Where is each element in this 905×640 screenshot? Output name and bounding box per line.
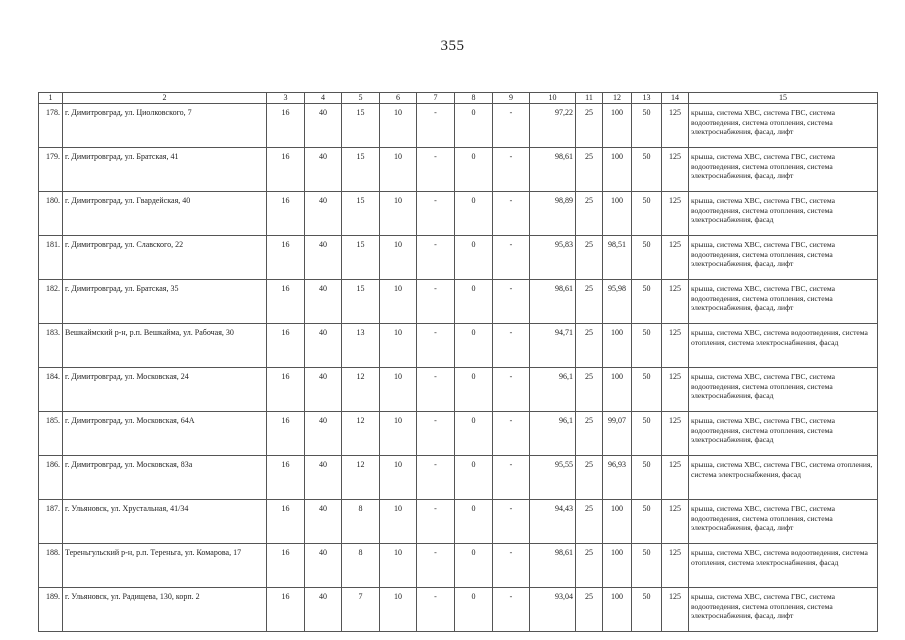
- column-number: 7: [417, 93, 455, 104]
- works-list-cell: крыша, система ХВС, система ГВС, система водоотведения, система отопления, система электроснабжения, фасад: [689, 412, 878, 456]
- value-cell-col-9: -: [493, 588, 530, 632]
- value-cell-col-13: 50: [632, 456, 662, 500]
- address-cell: г. Димитровград, ул. Братская, 35: [63, 280, 267, 324]
- value-cell-col-8: 0: [455, 324, 493, 368]
- value-cell-col-6: 10: [380, 412, 417, 456]
- value-cell-col-6: 10: [380, 588, 417, 632]
- address-cell: г. Димитровград, ул. Гвардейская, 40: [63, 192, 267, 236]
- value-cell-col-8: 0: [455, 192, 493, 236]
- value-cell-col-9: -: [493, 236, 530, 280]
- value-cell-col-14: 125: [662, 588, 689, 632]
- column-number: 9: [493, 93, 530, 104]
- value-cell-col-8: 0: [455, 280, 493, 324]
- value-cell-col-9: -: [493, 148, 530, 192]
- value-cell-col-11: 25: [576, 500, 603, 544]
- value-cell-col-6: 10: [380, 236, 417, 280]
- row-number: 184.: [39, 368, 63, 412]
- table-row: [39, 544, 878, 588]
- value-cell-col-11: 25: [576, 148, 603, 192]
- table-row: [39, 324, 878, 368]
- value-cell-col-13: 50: [632, 236, 662, 280]
- value-cell-col-13: 50: [632, 280, 662, 324]
- address-cell: г. Ульяновск, ул. Радищева, 130, корп. 2: [63, 588, 267, 632]
- table-row: [39, 368, 878, 412]
- value-cell-col-14: 125: [662, 456, 689, 500]
- value-cell-col-10: 97,22: [530, 104, 576, 148]
- value-cell-col-5: 12: [342, 456, 380, 500]
- column-number: 5: [342, 93, 380, 104]
- table-row: [39, 412, 878, 456]
- value-cell-col-3: 16: [267, 412, 305, 456]
- value-cell-col-3: 16: [267, 104, 305, 148]
- register-table: [38, 92, 878, 632]
- works-list-cell: крыша, система ХВС, система водоотведения, система отопления, система электроснабжения, фасад: [689, 324, 878, 368]
- value-cell-col-10: 98,61: [530, 280, 576, 324]
- value-cell-col-10: 94,43: [530, 500, 576, 544]
- value-cell-col-9: -: [493, 456, 530, 500]
- value-cell-col-13: 50: [632, 104, 662, 148]
- column-number: 14: [662, 93, 689, 104]
- value-cell-col-6: 10: [380, 192, 417, 236]
- row-number: 187.: [39, 500, 63, 544]
- value-cell-col-5: 15: [342, 148, 380, 192]
- value-cell-col-7: -: [417, 588, 455, 632]
- value-cell-col-8: 0: [455, 412, 493, 456]
- works-list-cell: крыша, система ХВС, система ГВС, система водоотведения, система отопления, система электроснабжения, фасад, лифт: [689, 588, 878, 632]
- table-row: [39, 456, 878, 500]
- value-cell-col-5: 12: [342, 368, 380, 412]
- value-cell-col-12: 98,51: [603, 236, 632, 280]
- value-cell-col-12: 100: [603, 192, 632, 236]
- value-cell-col-13: 50: [632, 148, 662, 192]
- value-cell-col-12: 95,98: [603, 280, 632, 324]
- value-cell-col-9: -: [493, 368, 530, 412]
- column-number: 10: [530, 93, 576, 104]
- value-cell-col-3: 16: [267, 236, 305, 280]
- works-list-cell: крыша, система ХВС, система ГВС, система отопления, система электроснабжения, фасад: [689, 456, 878, 500]
- column-number: 3: [267, 93, 305, 104]
- value-cell-col-11: 25: [576, 456, 603, 500]
- column-number: 12: [603, 93, 632, 104]
- value-cell-col-13: 50: [632, 324, 662, 368]
- value-cell-col-6: 10: [380, 544, 417, 588]
- value-cell-col-8: 0: [455, 456, 493, 500]
- value-cell-col-7: -: [417, 368, 455, 412]
- row-number: 180.: [39, 192, 63, 236]
- value-cell-col-4: 40: [305, 588, 342, 632]
- value-cell-col-10: 93,04: [530, 588, 576, 632]
- value-cell-col-7: -: [417, 412, 455, 456]
- value-cell-col-6: 10: [380, 324, 417, 368]
- value-cell-col-5: 15: [342, 104, 380, 148]
- value-cell-col-8: 0: [455, 544, 493, 588]
- column-number-row: [39, 93, 878, 104]
- value-cell-col-4: 40: [305, 456, 342, 500]
- value-cell-col-7: -: [417, 456, 455, 500]
- value-cell-col-10: 96,1: [530, 368, 576, 412]
- address-cell: Вешкаймский р-н, р.п. Вешкайма, ул. Рабочая, 30: [63, 324, 267, 368]
- value-cell-col-13: 50: [632, 588, 662, 632]
- value-cell-col-12: 100: [603, 500, 632, 544]
- value-cell-col-11: 25: [576, 192, 603, 236]
- works-list-cell: крыша, система ХВС, система ГВС, система водоотведения, система отопления, система электроснабжения, фасад, лифт: [689, 236, 878, 280]
- value-cell-col-7: -: [417, 148, 455, 192]
- column-number: 1: [39, 93, 63, 104]
- value-cell-col-14: 125: [662, 236, 689, 280]
- works-list-cell: крыша, система ХВС, система ГВС, система водоотведения, система отопления, система электроснабжения, фасад, лифт: [689, 500, 878, 544]
- value-cell-col-3: 16: [267, 588, 305, 632]
- value-cell-col-11: 25: [576, 588, 603, 632]
- value-cell-col-4: 40: [305, 412, 342, 456]
- value-cell-col-13: 50: [632, 412, 662, 456]
- value-cell-col-3: 16: [267, 324, 305, 368]
- value-cell-col-12: 100: [603, 588, 632, 632]
- page-number: 355: [440, 38, 465, 54]
- value-cell-col-3: 16: [267, 456, 305, 500]
- address-cell: г. Димитровград, ул. Циолковского, 7: [63, 104, 267, 148]
- value-cell-col-9: -: [493, 324, 530, 368]
- value-cell-col-14: 125: [662, 148, 689, 192]
- address-cell: Тереньгульский р-н, р.п. Тереньга, ул. Комарова, 17: [63, 544, 267, 588]
- value-cell-col-4: 40: [305, 368, 342, 412]
- value-cell-col-9: -: [493, 104, 530, 148]
- row-number: 189.: [39, 588, 63, 632]
- table-body: [39, 93, 878, 632]
- value-cell-col-6: 10: [380, 148, 417, 192]
- value-cell-col-12: 100: [603, 368, 632, 412]
- value-cell-col-5: 13: [342, 324, 380, 368]
- address-cell: г. Димитровград, ул. Московская, 64А: [63, 412, 267, 456]
- value-cell-col-5: 7: [342, 588, 380, 632]
- value-cell-col-14: 125: [662, 192, 689, 236]
- value-cell-col-11: 25: [576, 368, 603, 412]
- value-cell-col-6: 10: [380, 280, 417, 324]
- column-number: 13: [632, 93, 662, 104]
- value-cell-col-14: 125: [662, 544, 689, 588]
- value-cell-col-4: 40: [305, 324, 342, 368]
- column-number: 4: [305, 93, 342, 104]
- value-cell-col-7: -: [417, 192, 455, 236]
- address-cell: г. Димитровград, ул. Братская, 41: [63, 148, 267, 192]
- value-cell-col-3: 16: [267, 148, 305, 192]
- address-cell: г. Димитровград, ул. Московская, 24: [63, 368, 267, 412]
- value-cell-col-13: 50: [632, 544, 662, 588]
- value-cell-col-7: -: [417, 544, 455, 588]
- value-cell-col-3: 16: [267, 368, 305, 412]
- value-cell-col-7: -: [417, 104, 455, 148]
- value-cell-col-12: 100: [603, 104, 632, 148]
- value-cell-col-6: 10: [380, 368, 417, 412]
- value-cell-col-3: 16: [267, 544, 305, 588]
- value-cell-col-4: 40: [305, 192, 342, 236]
- value-cell-col-11: 25: [576, 412, 603, 456]
- value-cell-col-7: -: [417, 280, 455, 324]
- value-cell-col-4: 40: [305, 500, 342, 544]
- works-list-cell: крыша, система ХВС, система ГВС, система водоотведения, система отопления, система электроснабжения, фасад, лифт: [689, 104, 878, 148]
- value-cell-col-5: 12: [342, 412, 380, 456]
- row-number: 178.: [39, 104, 63, 148]
- value-cell-col-11: 25: [576, 280, 603, 324]
- value-cell-col-11: 25: [576, 324, 603, 368]
- value-cell-col-12: 100: [603, 544, 632, 588]
- table-row: [39, 588, 878, 632]
- value-cell-col-3: 16: [267, 500, 305, 544]
- column-number: 15: [689, 93, 878, 104]
- value-cell-col-13: 50: [632, 368, 662, 412]
- value-cell-col-4: 40: [305, 104, 342, 148]
- table-row: [39, 192, 878, 236]
- value-cell-col-12: 100: [603, 324, 632, 368]
- works-list-cell: крыша, система ХВС, система ГВС, система водоотведения, система отопления, система электроснабжения, фасад: [689, 192, 878, 236]
- row-number: 183.: [39, 324, 63, 368]
- table-row: [39, 500, 878, 544]
- value-cell-col-4: 40: [305, 280, 342, 324]
- table-row: [39, 280, 878, 324]
- value-cell-col-8: 0: [455, 500, 493, 544]
- value-cell-col-6: 10: [380, 500, 417, 544]
- table-row: [39, 104, 878, 148]
- row-number: 181.: [39, 236, 63, 280]
- value-cell-col-7: -: [417, 500, 455, 544]
- works-list-cell: крыша, система ХВС, система ГВС, система водоотведения, система отопления, система электроснабжения, фасад: [689, 368, 878, 412]
- value-cell-col-13: 50: [632, 500, 662, 544]
- value-cell-col-7: -: [417, 324, 455, 368]
- value-cell-col-10: 94,71: [530, 324, 576, 368]
- value-cell-col-11: 25: [576, 236, 603, 280]
- value-cell-col-14: 125: [662, 500, 689, 544]
- works-list-cell: крыша, система ХВС, система водоотведения, система отопления, система электроснабжения, фасад: [689, 544, 878, 588]
- value-cell-col-11: 25: [576, 544, 603, 588]
- value-cell-col-8: 0: [455, 368, 493, 412]
- value-cell-col-5: 8: [342, 500, 380, 544]
- column-number: 11: [576, 93, 603, 104]
- value-cell-col-7: -: [417, 236, 455, 280]
- value-cell-col-9: -: [493, 500, 530, 544]
- value-cell-col-10: 98,61: [530, 148, 576, 192]
- value-cell-col-10: 95,55: [530, 456, 576, 500]
- row-number: 185.: [39, 412, 63, 456]
- value-cell-col-12: 100: [603, 148, 632, 192]
- table-row: [39, 148, 878, 192]
- row-number: 182.: [39, 280, 63, 324]
- value-cell-col-11: 25: [576, 104, 603, 148]
- value-cell-col-14: 125: [662, 368, 689, 412]
- value-cell-col-9: -: [493, 412, 530, 456]
- value-cell-col-3: 16: [267, 192, 305, 236]
- value-cell-col-9: -: [493, 280, 530, 324]
- value-cell-col-6: 10: [380, 456, 417, 500]
- address-cell: г. Димитровград, ул. Московская, 83а: [63, 456, 267, 500]
- value-cell-col-6: 10: [380, 104, 417, 148]
- value-cell-col-5: 15: [342, 280, 380, 324]
- value-cell-col-12: 99,07: [603, 412, 632, 456]
- table-row: [39, 236, 878, 280]
- value-cell-col-5: 15: [342, 236, 380, 280]
- value-cell-col-8: 0: [455, 588, 493, 632]
- value-cell-col-10: 98,61: [530, 544, 576, 588]
- column-number: 2: [63, 93, 267, 104]
- value-cell-col-3: 16: [267, 280, 305, 324]
- value-cell-col-4: 40: [305, 544, 342, 588]
- row-number: 186.: [39, 456, 63, 500]
- value-cell-col-14: 125: [662, 280, 689, 324]
- value-cell-col-13: 50: [632, 192, 662, 236]
- value-cell-col-4: 40: [305, 236, 342, 280]
- column-number: 6: [380, 93, 417, 104]
- value-cell-col-8: 0: [455, 148, 493, 192]
- address-cell: г. Ульяновск, ул. Хрустальная, 41/34: [63, 500, 267, 544]
- value-cell-col-5: 15: [342, 192, 380, 236]
- works-list-cell: крыша, система ХВС, система ГВС, система водоотведения, система отопления, система электроснабжения, фасад, лифт: [689, 148, 878, 192]
- value-cell-col-14: 125: [662, 412, 689, 456]
- value-cell-col-9: -: [493, 544, 530, 588]
- value-cell-col-10: 98,89: [530, 192, 576, 236]
- value-cell-col-8: 0: [455, 104, 493, 148]
- value-cell-col-14: 125: [662, 104, 689, 148]
- row-number: 188.: [39, 544, 63, 588]
- value-cell-col-4: 40: [305, 148, 342, 192]
- row-number: 179.: [39, 148, 63, 192]
- value-cell-col-10: 95,83: [530, 236, 576, 280]
- value-cell-col-9: -: [493, 192, 530, 236]
- value-cell-col-12: 96,93: [603, 456, 632, 500]
- value-cell-col-8: 0: [455, 236, 493, 280]
- value-cell-col-5: 8: [342, 544, 380, 588]
- column-number: 8: [455, 93, 493, 104]
- address-cell: г. Димитровград, ул. Славского, 22: [63, 236, 267, 280]
- value-cell-col-10: 96,1: [530, 412, 576, 456]
- works-list-cell: крыша, система ХВС, система ГВС, система водоотведения, система отопления, система электроснабжения, фасад, лифт: [689, 280, 878, 324]
- value-cell-col-14: 125: [662, 324, 689, 368]
